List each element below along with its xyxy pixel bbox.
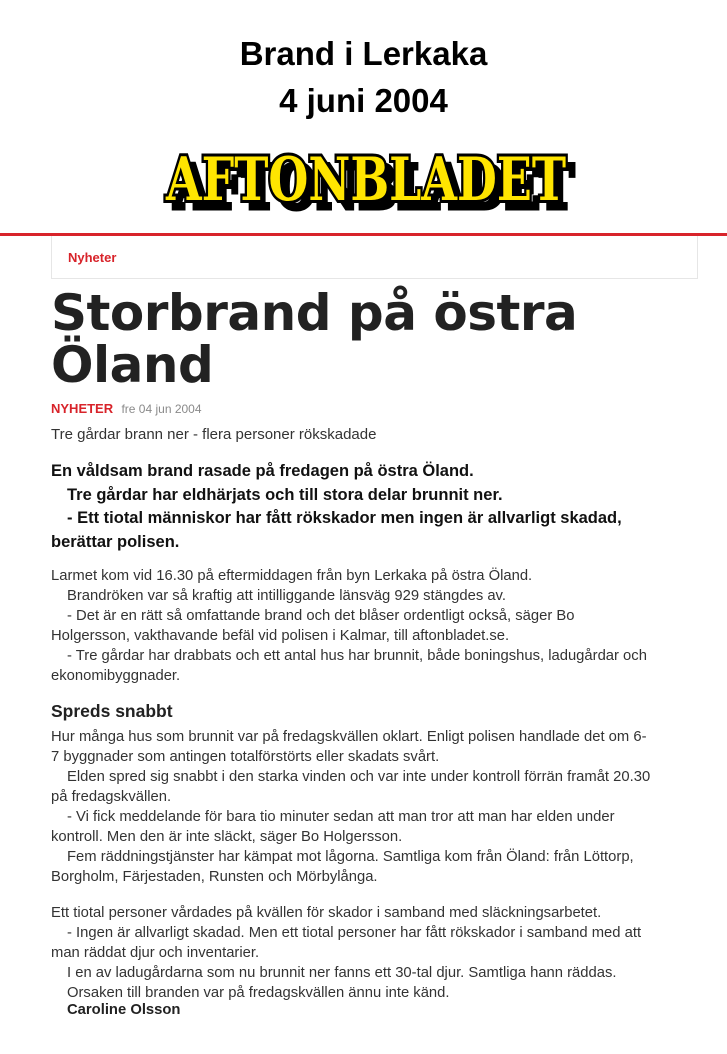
body-line: Holgersson, vakthavande befäl vid polisen i Kalmar, till aftonbladet.se. (51, 628, 510, 644)
logo-shadow-text: AFTONBLADET (173, 153, 575, 218)
article-lead (51, 460, 711, 554)
article-subtitle: Tre gårdar brann ner - flera personer rökskadade (51, 426, 377, 443)
article-subheading: Spreds snabbt (51, 701, 173, 721)
article-headline (51, 284, 691, 394)
aftonbladet-logo[interactable] (148, 140, 584, 218)
body-line: I en av ladugårdarna som nu brunnit ner fanns ett 30-tal djur. Samtliga hann räddas. (67, 965, 617, 981)
body-line: - Ingen är allvarligt skadad. Men ett tiotal personer har fått rökskador i samband med att (67, 925, 642, 941)
lead-line: Tre gårdar har eldhärjats och till stora delar brunnit ner. (67, 485, 503, 504)
body-line: Borgholm, Färjestaden, Runsten och Mörbylånga. (51, 869, 378, 885)
lead-line: - Ett tiotal människor har fått rökskador men ingen är allvarligt skadad, (67, 509, 622, 527)
body-line: man räddat djur och inventarier. (51, 945, 260, 961)
article-paragraph-1 (51, 566, 711, 686)
body-line: Brandröken var så kraftig att intilliggande länsväg 929 stängdes av. (67, 588, 506, 604)
body-line: 7 byggnader som antingen totalförstörts eller skadats svårt. (51, 749, 440, 765)
body-line: Fem räddningstjänster har kämpat mot lågorna. Samtliga kom från Öland: från Löttorp, (67, 849, 634, 865)
headline-line-1: Storbrand på östra (51, 284, 578, 342)
body-line: Elden spred sig snabbt i den starka vinden och var inte under kontroll förrän framåt 20.30 (67, 769, 651, 785)
article-meta (51, 401, 202, 416)
section-link-nyheter[interactable]: Nyheter (68, 250, 117, 265)
lead-line: berättar polisen. (51, 532, 180, 551)
body-line: Larmet kom vid 16.30 på eftermiddagen från byn Lerkaka på östra Öland. (51, 568, 533, 584)
headline-line-2: Öland (51, 336, 214, 394)
body-line: Orsaken till branden var på fredagskvällen ännu inte känd. (67, 985, 450, 1001)
body-line: ekonomibyggnader. (51, 668, 181, 684)
category-link[interactable]: NYHETER (51, 401, 114, 416)
body-line: Ett tiotal personer vårdades på kvällen för skador i samband med släckningsarbetet. (51, 905, 602, 921)
page-heading (0, 30, 727, 124)
page-title-line-2: 4 juni 2004 (279, 82, 448, 119)
body-line: kontroll. Men den är inte släckt, säger Bo Holgersson. (51, 829, 403, 845)
article-paragraph-2 (51, 727, 711, 887)
body-line: Hur många hus som brunnit var på fredagskvällen oklart. Enligt polisen handlade det om 6- (51, 729, 647, 745)
page-title-line-1: Brand i Lerkaka (239, 35, 488, 72)
body-line: - Det är en rätt så omfattande brand och det blåser ordentligt också, säger Bo (67, 608, 575, 624)
article-paragraph-3 (51, 903, 711, 1003)
logo-outline-text: AFTONBLADET (165, 145, 567, 215)
lead-line: En våldsam brand rasade på fredagen på östra Öland. (51, 462, 474, 480)
logo-fill-text: AFTONBLADET (165, 145, 567, 215)
section-bar (51, 236, 698, 279)
publish-date: fre 04 jun 2004 (121, 402, 202, 416)
article-byline: Caroline Olsson (67, 1002, 181, 1018)
body-line: på fredagskvällen. (51, 789, 172, 805)
body-line: - Vi fick meddelande för bara tio minuter sedan att man tror att man har elden under (67, 809, 615, 825)
body-line: - Tre gårdar har drabbats och ett antal hus har brunnit, både boningshus, ladugårdar och (67, 648, 647, 664)
